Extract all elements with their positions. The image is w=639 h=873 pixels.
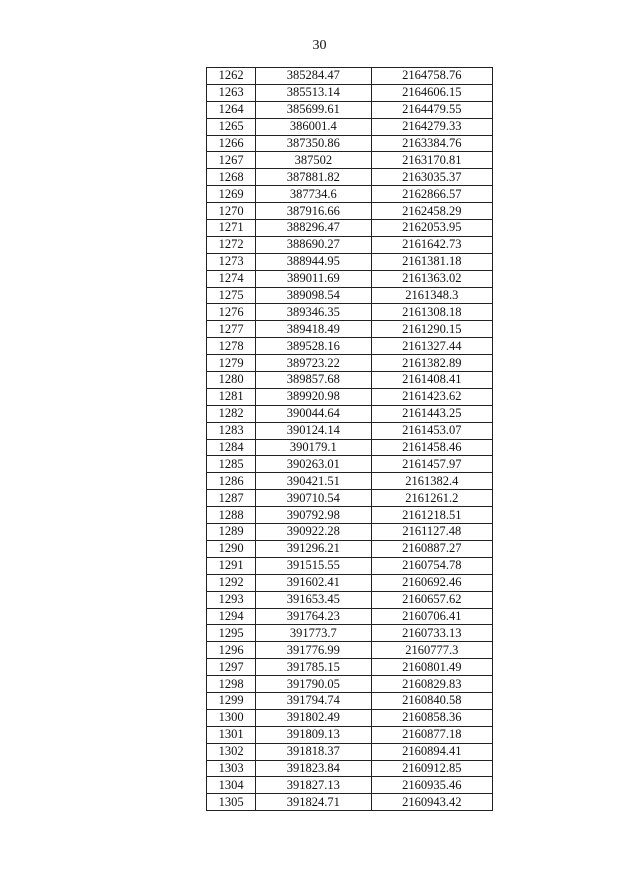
y-coordinate-cell: 2162866.57 [371, 186, 492, 203]
y-coordinate-cell: 2162053.95 [371, 220, 492, 237]
y-coordinate-cell: 2164758.76 [371, 68, 492, 85]
x-coordinate-cell: 389098.54 [256, 287, 371, 304]
table-row [207, 659, 493, 676]
x-coordinate-cell: 391773.7 [256, 625, 371, 642]
x-coordinate-cell: 390179.1 [256, 439, 371, 456]
table-row [207, 676, 493, 693]
x-coordinate-cell: 391785.15 [256, 659, 371, 676]
x-coordinate-cell: 391824.71 [256, 794, 371, 811]
point-number-cell: 1297 [207, 659, 256, 676]
point-number-cell: 1304 [207, 777, 256, 794]
point-number-cell: 1264 [207, 101, 256, 118]
x-coordinate-cell: 391515.55 [256, 557, 371, 574]
y-coordinate-cell: 2161127.48 [371, 524, 492, 541]
point-number-cell: 1294 [207, 608, 256, 625]
table-row [207, 507, 493, 524]
y-coordinate-cell: 2161458.46 [371, 439, 492, 456]
x-coordinate-cell: 387350.86 [256, 135, 371, 152]
y-coordinate-cell: 2160894.41 [371, 743, 492, 760]
table-row [207, 135, 493, 152]
table-row [207, 574, 493, 591]
table-row [207, 743, 493, 760]
table-row [207, 608, 493, 625]
point-number-cell: 1300 [207, 709, 256, 726]
y-coordinate-cell: 2161382.89 [371, 355, 492, 372]
x-coordinate-cell: 391296.21 [256, 540, 371, 557]
x-coordinate-cell: 391794.74 [256, 692, 371, 709]
y-coordinate-cell: 2161363.02 [371, 270, 492, 287]
y-coordinate-cell: 2160943.42 [371, 794, 492, 811]
x-coordinate-cell: 389418.49 [256, 321, 371, 338]
x-coordinate-cell: 385284.47 [256, 68, 371, 85]
table-row [207, 490, 493, 507]
x-coordinate-cell: 391823.84 [256, 760, 371, 777]
point-number-cell: 1265 [207, 118, 256, 135]
point-number-cell: 1284 [207, 439, 256, 456]
y-coordinate-cell: 2161261.2 [371, 490, 492, 507]
y-coordinate-cell: 2161218.51 [371, 507, 492, 524]
table-row [207, 321, 493, 338]
x-coordinate-cell: 389011.69 [256, 270, 371, 287]
x-coordinate-cell: 391653.45 [256, 591, 371, 608]
point-number-cell: 1293 [207, 591, 256, 608]
point-number-cell: 1285 [207, 456, 256, 473]
point-number-cell: 1262 [207, 68, 256, 85]
y-coordinate-cell: 2161308.18 [371, 304, 492, 321]
point-number-cell: 1298 [207, 676, 256, 693]
x-coordinate-cell: 389920.98 [256, 388, 371, 405]
point-number-cell: 1271 [207, 220, 256, 237]
table-row [207, 439, 493, 456]
x-coordinate-cell: 389857.68 [256, 372, 371, 389]
point-number-cell: 1270 [207, 203, 256, 220]
x-coordinate-cell: 389723.22 [256, 355, 371, 372]
y-coordinate-cell: 2161381.18 [371, 253, 492, 270]
y-coordinate-cell: 2161348.3 [371, 287, 492, 304]
y-coordinate-cell: 2161423.62 [371, 388, 492, 405]
y-coordinate-cell: 2161382.4 [371, 473, 492, 490]
point-number-cell: 1295 [207, 625, 256, 642]
table-row [207, 169, 493, 186]
y-coordinate-cell: 2161327.44 [371, 338, 492, 355]
y-coordinate-cell: 2160692.46 [371, 574, 492, 591]
point-number-cell: 1299 [207, 692, 256, 709]
y-coordinate-cell: 2163384.76 [371, 135, 492, 152]
y-coordinate-cell: 2161642.73 [371, 236, 492, 253]
y-coordinate-cell: 2160935.46 [371, 777, 492, 794]
y-coordinate-cell: 2160877.18 [371, 726, 492, 743]
table-row [207, 473, 493, 490]
table-row [207, 709, 493, 726]
point-number-cell: 1267 [207, 152, 256, 169]
point-number-cell: 1268 [207, 169, 256, 186]
y-coordinate-cell: 2160912.85 [371, 760, 492, 777]
y-coordinate-cell: 2161443.25 [371, 405, 492, 422]
x-coordinate-cell: 391809.13 [256, 726, 371, 743]
y-coordinate-cell: 2164479.55 [371, 101, 492, 118]
x-coordinate-cell: 388944.95 [256, 253, 371, 270]
x-coordinate-cell: 388296.47 [256, 220, 371, 237]
x-coordinate-cell: 387502 [256, 152, 371, 169]
point-number-cell: 1289 [207, 524, 256, 541]
x-coordinate-cell: 390044.64 [256, 405, 371, 422]
point-number-cell: 1305 [207, 794, 256, 811]
x-coordinate-cell: 391776.99 [256, 642, 371, 659]
y-coordinate-cell: 2160887.27 [371, 540, 492, 557]
table-row [207, 372, 493, 389]
table-row [207, 152, 493, 169]
page-number: 30 [312, 38, 327, 53]
table-row [207, 287, 493, 304]
x-coordinate-cell: 391818.37 [256, 743, 371, 760]
y-coordinate-cell: 2160858.36 [371, 709, 492, 726]
table-row [207, 203, 493, 220]
table-row [207, 118, 493, 135]
point-number-cell: 1303 [207, 760, 256, 777]
x-coordinate-cell: 390421.51 [256, 473, 371, 490]
point-number-cell: 1296 [207, 642, 256, 659]
table-row [207, 270, 493, 287]
table-row [207, 186, 493, 203]
x-coordinate-cell: 387916.66 [256, 203, 371, 220]
y-coordinate-cell: 2164606.15 [371, 84, 492, 101]
table-row [207, 236, 493, 253]
table-row [207, 760, 493, 777]
y-coordinate-cell: 2163170.81 [371, 152, 492, 169]
point-number-cell: 1273 [207, 253, 256, 270]
table-row [207, 557, 493, 574]
point-number-cell: 1263 [207, 84, 256, 101]
point-number-cell: 1280 [207, 372, 256, 389]
table-row [207, 355, 493, 372]
point-number-cell: 1272 [207, 236, 256, 253]
point-number-cell: 1276 [207, 304, 256, 321]
point-number-cell: 1282 [207, 405, 256, 422]
table-row [207, 726, 493, 743]
point-number-cell: 1274 [207, 270, 256, 287]
x-coordinate-cell: 385513.14 [256, 84, 371, 101]
y-coordinate-cell: 2160754.78 [371, 557, 492, 574]
point-number-cell: 1301 [207, 726, 256, 743]
x-coordinate-cell: 390922.28 [256, 524, 371, 541]
point-number-cell: 1277 [207, 321, 256, 338]
point-number-cell: 1291 [207, 557, 256, 574]
y-coordinate-cell: 2160829.83 [371, 676, 492, 693]
table-row [207, 101, 493, 118]
table-row [207, 422, 493, 439]
table-row [207, 625, 493, 642]
table-row [207, 591, 493, 608]
y-coordinate-cell: 2164279.33 [371, 118, 492, 135]
table-row [207, 540, 493, 557]
y-coordinate-cell: 2161453.07 [371, 422, 492, 439]
x-coordinate-cell: 390792.98 [256, 507, 371, 524]
x-coordinate-cell: 391802.49 [256, 709, 371, 726]
table-row [207, 405, 493, 422]
table-row [207, 692, 493, 709]
coordinates-table [206, 67, 493, 811]
point-number-cell: 1278 [207, 338, 256, 355]
x-coordinate-cell: 390710.54 [256, 490, 371, 507]
x-coordinate-cell: 385699.61 [256, 101, 371, 118]
y-coordinate-cell: 2160657.62 [371, 591, 492, 608]
x-coordinate-cell: 391790.05 [256, 676, 371, 693]
x-coordinate-cell: 387734.6 [256, 186, 371, 203]
point-number-cell: 1283 [207, 422, 256, 439]
x-coordinate-cell: 391602.41 [256, 574, 371, 591]
x-coordinate-cell: 391827.13 [256, 777, 371, 794]
y-coordinate-cell: 2161457.97 [371, 456, 492, 473]
y-coordinate-cell: 2160777.3 [371, 642, 492, 659]
table-row [207, 388, 493, 405]
x-coordinate-cell: 390124.14 [256, 422, 371, 439]
point-number-cell: 1290 [207, 540, 256, 557]
y-coordinate-cell: 2163035.37 [371, 169, 492, 186]
point-number-cell: 1288 [207, 507, 256, 524]
point-number-cell: 1266 [207, 135, 256, 152]
coordinates-table-body [207, 68, 493, 811]
point-number-cell: 1287 [207, 490, 256, 507]
y-coordinate-cell: 2160801.49 [371, 659, 492, 676]
point-number-cell: 1302 [207, 743, 256, 760]
y-coordinate-cell: 2160733.13 [371, 625, 492, 642]
x-coordinate-cell: 389528.16 [256, 338, 371, 355]
x-coordinate-cell: 389346.35 [256, 304, 371, 321]
table-row [207, 220, 493, 237]
table-row [207, 338, 493, 355]
table-row [207, 304, 493, 321]
y-coordinate-cell: 2160840.58 [371, 692, 492, 709]
y-coordinate-cell: 2160706.41 [371, 608, 492, 625]
point-number-cell: 1281 [207, 388, 256, 405]
x-coordinate-cell: 388690.27 [256, 236, 371, 253]
y-coordinate-cell: 2162458.29 [371, 203, 492, 220]
y-coordinate-cell: 2161408.41 [371, 372, 492, 389]
point-number-cell: 1279 [207, 355, 256, 372]
point-number-cell: 1286 [207, 473, 256, 490]
table-row [207, 84, 493, 101]
table-row [207, 794, 493, 811]
x-coordinate-cell: 390263.01 [256, 456, 371, 473]
x-coordinate-cell: 391764.23 [256, 608, 371, 625]
table-row [207, 68, 493, 85]
table-row [207, 642, 493, 659]
point-number-cell: 1275 [207, 287, 256, 304]
table-row [207, 777, 493, 794]
point-number-cell: 1269 [207, 186, 256, 203]
table-row [207, 253, 493, 270]
x-coordinate-cell: 386001.4 [256, 118, 371, 135]
x-coordinate-cell: 387881.82 [256, 169, 371, 186]
point-number-cell: 1292 [207, 574, 256, 591]
table-row [207, 524, 493, 541]
table-row [207, 456, 493, 473]
y-coordinate-cell: 2161290.15 [371, 321, 492, 338]
